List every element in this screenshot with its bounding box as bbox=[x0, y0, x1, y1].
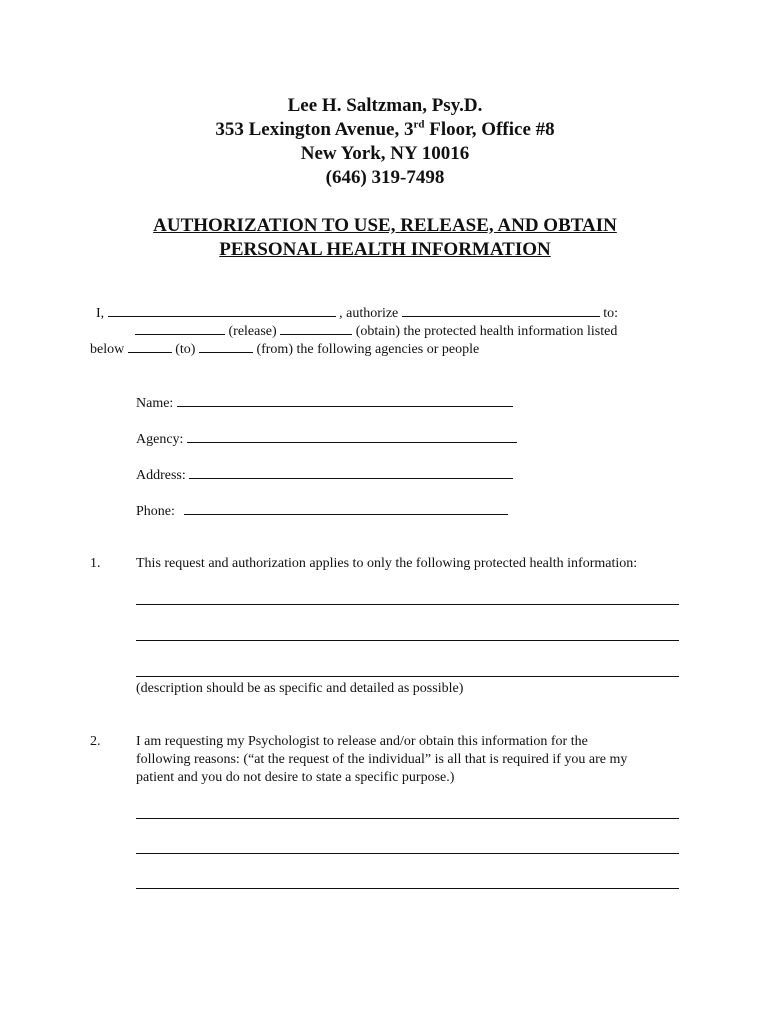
item-2-blank-line-1[interactable] bbox=[136, 818, 679, 819]
address-superscript: rd bbox=[413, 118, 425, 131]
intro-line-2 bbox=[135, 322, 617, 341]
to-label: to: bbox=[603, 306, 619, 321]
to-paren-label: (to) bbox=[175, 342, 196, 357]
release-blank[interactable] bbox=[135, 322, 225, 335]
name-field-row bbox=[136, 394, 513, 413]
item-2-text-line-1: I am requesting my Psychologist to release and/or obtain this information for the bbox=[136, 734, 588, 749]
form-title-line1: AUTHORIZATION TO USE, RELEASE, AND OBTAIN bbox=[153, 215, 617, 236]
address-field-row bbox=[136, 466, 513, 485]
practice-phone: (646) 319-7498 bbox=[325, 167, 445, 188]
address-street: 353 Lexington Avenue, 3 bbox=[215, 119, 414, 140]
form-title bbox=[0, 214, 770, 262]
name-label: Name: bbox=[136, 396, 174, 411]
from-blank[interactable] bbox=[199, 340, 253, 353]
phone-field-row bbox=[136, 502, 508, 521]
agency-field[interactable] bbox=[187, 430, 517, 443]
form-title-line2: PERSONAL HEALTH INFORMATION bbox=[219, 239, 551, 260]
item-2-text-line-3: patient and you do not desire to state a specific purpose.) bbox=[136, 770, 455, 785]
item-2-text-line-2: following reasons: (“at the request of the individual” is all that is required if you are my bbox=[136, 752, 628, 767]
item-1-note: (description should be as specific and detailed as possible) bbox=[136, 681, 464, 696]
to-blank[interactable] bbox=[128, 340, 172, 353]
item-2-number: 2. bbox=[90, 734, 101, 749]
agency-label: Agency: bbox=[136, 432, 184, 447]
item-2-blank-line-3[interactable] bbox=[136, 888, 679, 889]
item-1-blank-line-2[interactable] bbox=[136, 640, 679, 641]
authorized-party-blank[interactable] bbox=[402, 304, 600, 317]
intro-i-label: I, bbox=[96, 306, 105, 321]
practitioner-name: Lee H. Saltzman, Psy.D. bbox=[287, 95, 483, 116]
patient-name-blank[interactable] bbox=[108, 304, 336, 317]
practice-header bbox=[0, 94, 770, 190]
practice-city: New York, NY 10016 bbox=[300, 143, 470, 164]
release-label: (release) bbox=[228, 324, 277, 339]
below-label: below bbox=[90, 342, 125, 357]
authorize-label: , authorize bbox=[339, 306, 399, 321]
item-1-blank-line-3[interactable] bbox=[136, 676, 679, 677]
obtain-blank[interactable] bbox=[280, 322, 352, 335]
item-1-blank-line-1[interactable] bbox=[136, 604, 679, 605]
address-label: Address: bbox=[136, 468, 186, 483]
phone-label: Phone: bbox=[136, 504, 175, 519]
intro-line-3 bbox=[90, 340, 479, 359]
address-field[interactable] bbox=[189, 466, 513, 479]
practice-address bbox=[0, 118, 770, 142]
intro-line-1 bbox=[96, 304, 618, 323]
obtain-label: (obtain) the protected health information listed bbox=[355, 324, 618, 339]
agency-field-row bbox=[136, 430, 517, 449]
name-field[interactable] bbox=[177, 394, 513, 407]
address-floor: Floor, Office #8 bbox=[424, 119, 555, 140]
item-1-text: This request and authorization applies to only the following protected health information: bbox=[136, 556, 638, 571]
item-1-number: 1. bbox=[90, 556, 101, 571]
item-2-blank-line-2[interactable] bbox=[136, 853, 679, 854]
from-label: (from) the following agencies or people bbox=[256, 342, 480, 357]
phone-field[interactable] bbox=[184, 502, 508, 515]
